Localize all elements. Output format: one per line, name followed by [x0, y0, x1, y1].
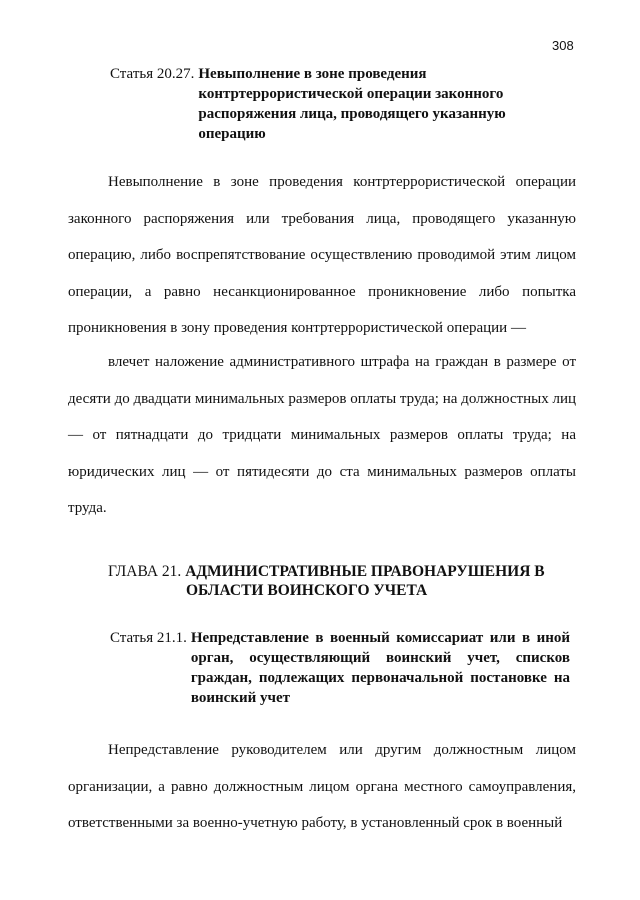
article-20-27-body: Невыполнение в зоне проведения контртеррористической операции законного распоряжения или требования лица, проводящего указанную операцию, либо воспрепятствование осуществлению проводимой этим лицом операции, а равно несанкционированное проникновение либо попытка проникновения в зону проведения контртеррористической операции — [68, 174, 576, 336]
chapter-number: ГЛАВА 21. [108, 563, 182, 580]
article-21-1-heading [110, 628, 570, 708]
article-20-27-penalty: влечет наложение административного штрафа на граждан в размере от десяти до двадцати минимальных размеров оплаты труда; на должностных лиц — от пятнадцати до тридцати минимальных размеров оплаты труда; на юридических лиц — от пятидесяти до ста минимальных размеров оплаты труда. [68, 354, 576, 516]
chapter-title-line2: ОБЛАСТИ ВОИНСКОГО УЧЕТА [186, 582, 428, 599]
article-number: Статья 21.1. [110, 630, 187, 646]
article-number: Статья 20.27. [110, 66, 195, 82]
chapter-21-heading [108, 562, 578, 600]
chapter-title-line1: АДМИНИСТРАТИВНЫЕ ПРАВОНАРУШЕНИЯ В [185, 563, 545, 580]
article-20-27-heading [110, 64, 570, 144]
article-21-1-body: Непредставление руководителем или другим должностным лицом организации, а равно должностным лицом органа местного самоуправления, ответственными за военно-учетную работу, в установленный срок в военный [68, 742, 576, 831]
page-number: 308 [552, 38, 574, 53]
article-title: Невыполнение в зоне проведения контртеррористической операции законного распоряжения лица, проводящего указанную операцию [198, 66, 506, 142]
article-title: Непредставление в военный комиссариат или в иной орган, осуществляющий воинский учет, списков граждан, подлежащих первоначальной постановке на воинский учет [190, 630, 570, 706]
